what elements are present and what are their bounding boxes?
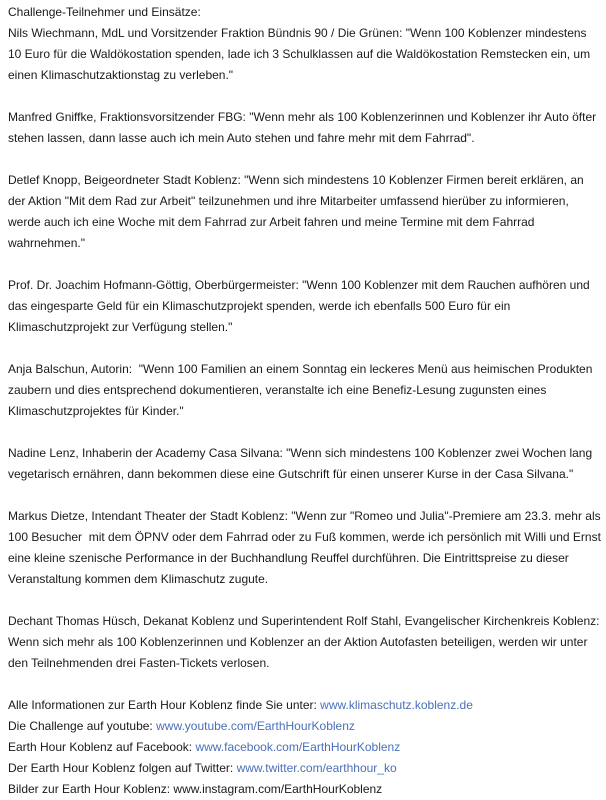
paragraph-detlef-knopp: Detlef Knopp, Beigeordneter Stadt Koblenz: "Wenn sich mindestens 10 Koblenzer Firmen bereit erklären, an der Aktion "Mit dem Rad zur Arbeit" teilzunehmen und ihre Mitarbeiter umfassend hierüber zu informieren, werde auch ich eine Woche mit dem Fahrrad zur Arbeit fahren und meine Termine mit dem Fahrrad wahrnehmen." <box>8 173 588 250</box>
paragraph-nadine-lenz: Nadine Lenz, Inhaberin der Academy Casa Silvana: "Wenn sich mindestens 100 Koblenzer zwei Wochen lang vegetarisch ernähren, dann bekommen diese eine Gutschrift für einen unserer Kurse in der Casa Silvana." <box>8 446 596 481</box>
link-line-instagram <box>8 779 601 800</box>
link-twitter[interactable]: www.twitter.com/earthhour_ko <box>236 761 397 775</box>
link-line-youtube <box>8 716 601 737</box>
link-facebook[interactable]: www.facebook.com/EarthHourKoblenz <box>195 740 401 754</box>
paragraph-anja-balschun: Anja Balschun, Autorin: "Wenn 100 Familien an einem Sonntag ein leckeres Menü aus heimischen Produkten zaubern und dies entsprechend dokumentieren, veranstalte ich eine Benefiz-Lesung zugunsten eines Klimaschutzprojektes für Kinder." <box>8 362 596 418</box>
link-line-facebook <box>8 737 601 758</box>
paragraph-manfred-gniffke: Manfred Gniffke, Fraktionsvorsitzender FBG: "Wenn mehr als 100 Koblenzerinnen und Koblenzer ihr Auto öfter stehen lassen, dann lasse auch ich mein Auto stehen und fahre mehr mit dem Fahrrad". <box>8 110 600 145</box>
link-line-twitter <box>8 758 601 779</box>
paragraph-markus-dietze: Markus Dietze, Intendant Theater der Stadt Koblenz: "Wenn zur "Romeo und Julia"-Premiere am 23.3. mehr als 100 Besucher mit dem ÖPNV oder dem Fahrrad oder zu Fuß kommen, werde ich persönlich mit Willi und Ernst eine kleine szenische Performance in der Buchhandlung Reuffel durchführen. Die Eintrittspreise zu dieser Veranstaltung kommen dem Klimaschutz zugute. <box>8 509 605 586</box>
link-youtube[interactable]: www.youtube.com/EarthHourKoblenz <box>156 719 355 733</box>
link-website[interactable]: www.klimaschutz.koblenz.de <box>320 698 473 712</box>
link-label-twitter: Der Earth Hour Koblenz folgen auf Twitter: <box>8 761 237 775</box>
link-label-youtube: Die Challenge auf youtube: <box>8 719 157 733</box>
paragraph-nils-wiechmann: Nils Wiechmann, MdL und Vorsitzender Fraktion Bündnis 90 / Die Grünen: "Wenn 100 Koblenzer mindestens 10 Euro für die Waldökostation spenden, lade ich 3 Schulklassen auf die Waldökostation Remstecken ein, um einen Klimaschutzaktionstag zu verleben." <box>8 26 594 82</box>
link-instagram: www.instagram.com/EarthHourKoblenz <box>173 782 383 796</box>
page-heading: Challenge-Teilnehmer und Einsätze: <box>8 5 201 19</box>
link-label-facebook: Earth Hour Koblenz auf Facebook: <box>8 740 196 754</box>
links-section <box>8 695 601 800</box>
link-label-website: Alle Informationen zur Earth Hour Koblenz finde Sie unter: <box>8 698 321 712</box>
link-label-instagram: Bilder zur Earth Hour Koblenz: <box>8 782 174 796</box>
paragraph-thomas-huesch-rolf-stahl: Dechant Thomas Hüsch, Dekanat Koblenz und Superintendent Rolf Stahl, Evangelischer Kirchenkreis Koblenz: Wenn sich mehr als 100 Koblenzerinnen und Koblenzer an der Aktion Autofasten beteiligen, werden wir unter den Teilnehmenden drei Fasten-Tickets verlosen. <box>8 614 603 670</box>
paragraph-joachim-hofmann-goettig: Prof. Dr. Joachim Hofmann-Göttig, Oberbürgermeister: "Wenn 100 Koblenzer mit dem Rauchen aufhören und das eingesparte Geld für ein Klimaschutzprojekt spenden, werde ich ebenfalls 500 Euro für ein Klimaschutzprojekt zur Verfügung stellen." <box>8 278 594 334</box>
